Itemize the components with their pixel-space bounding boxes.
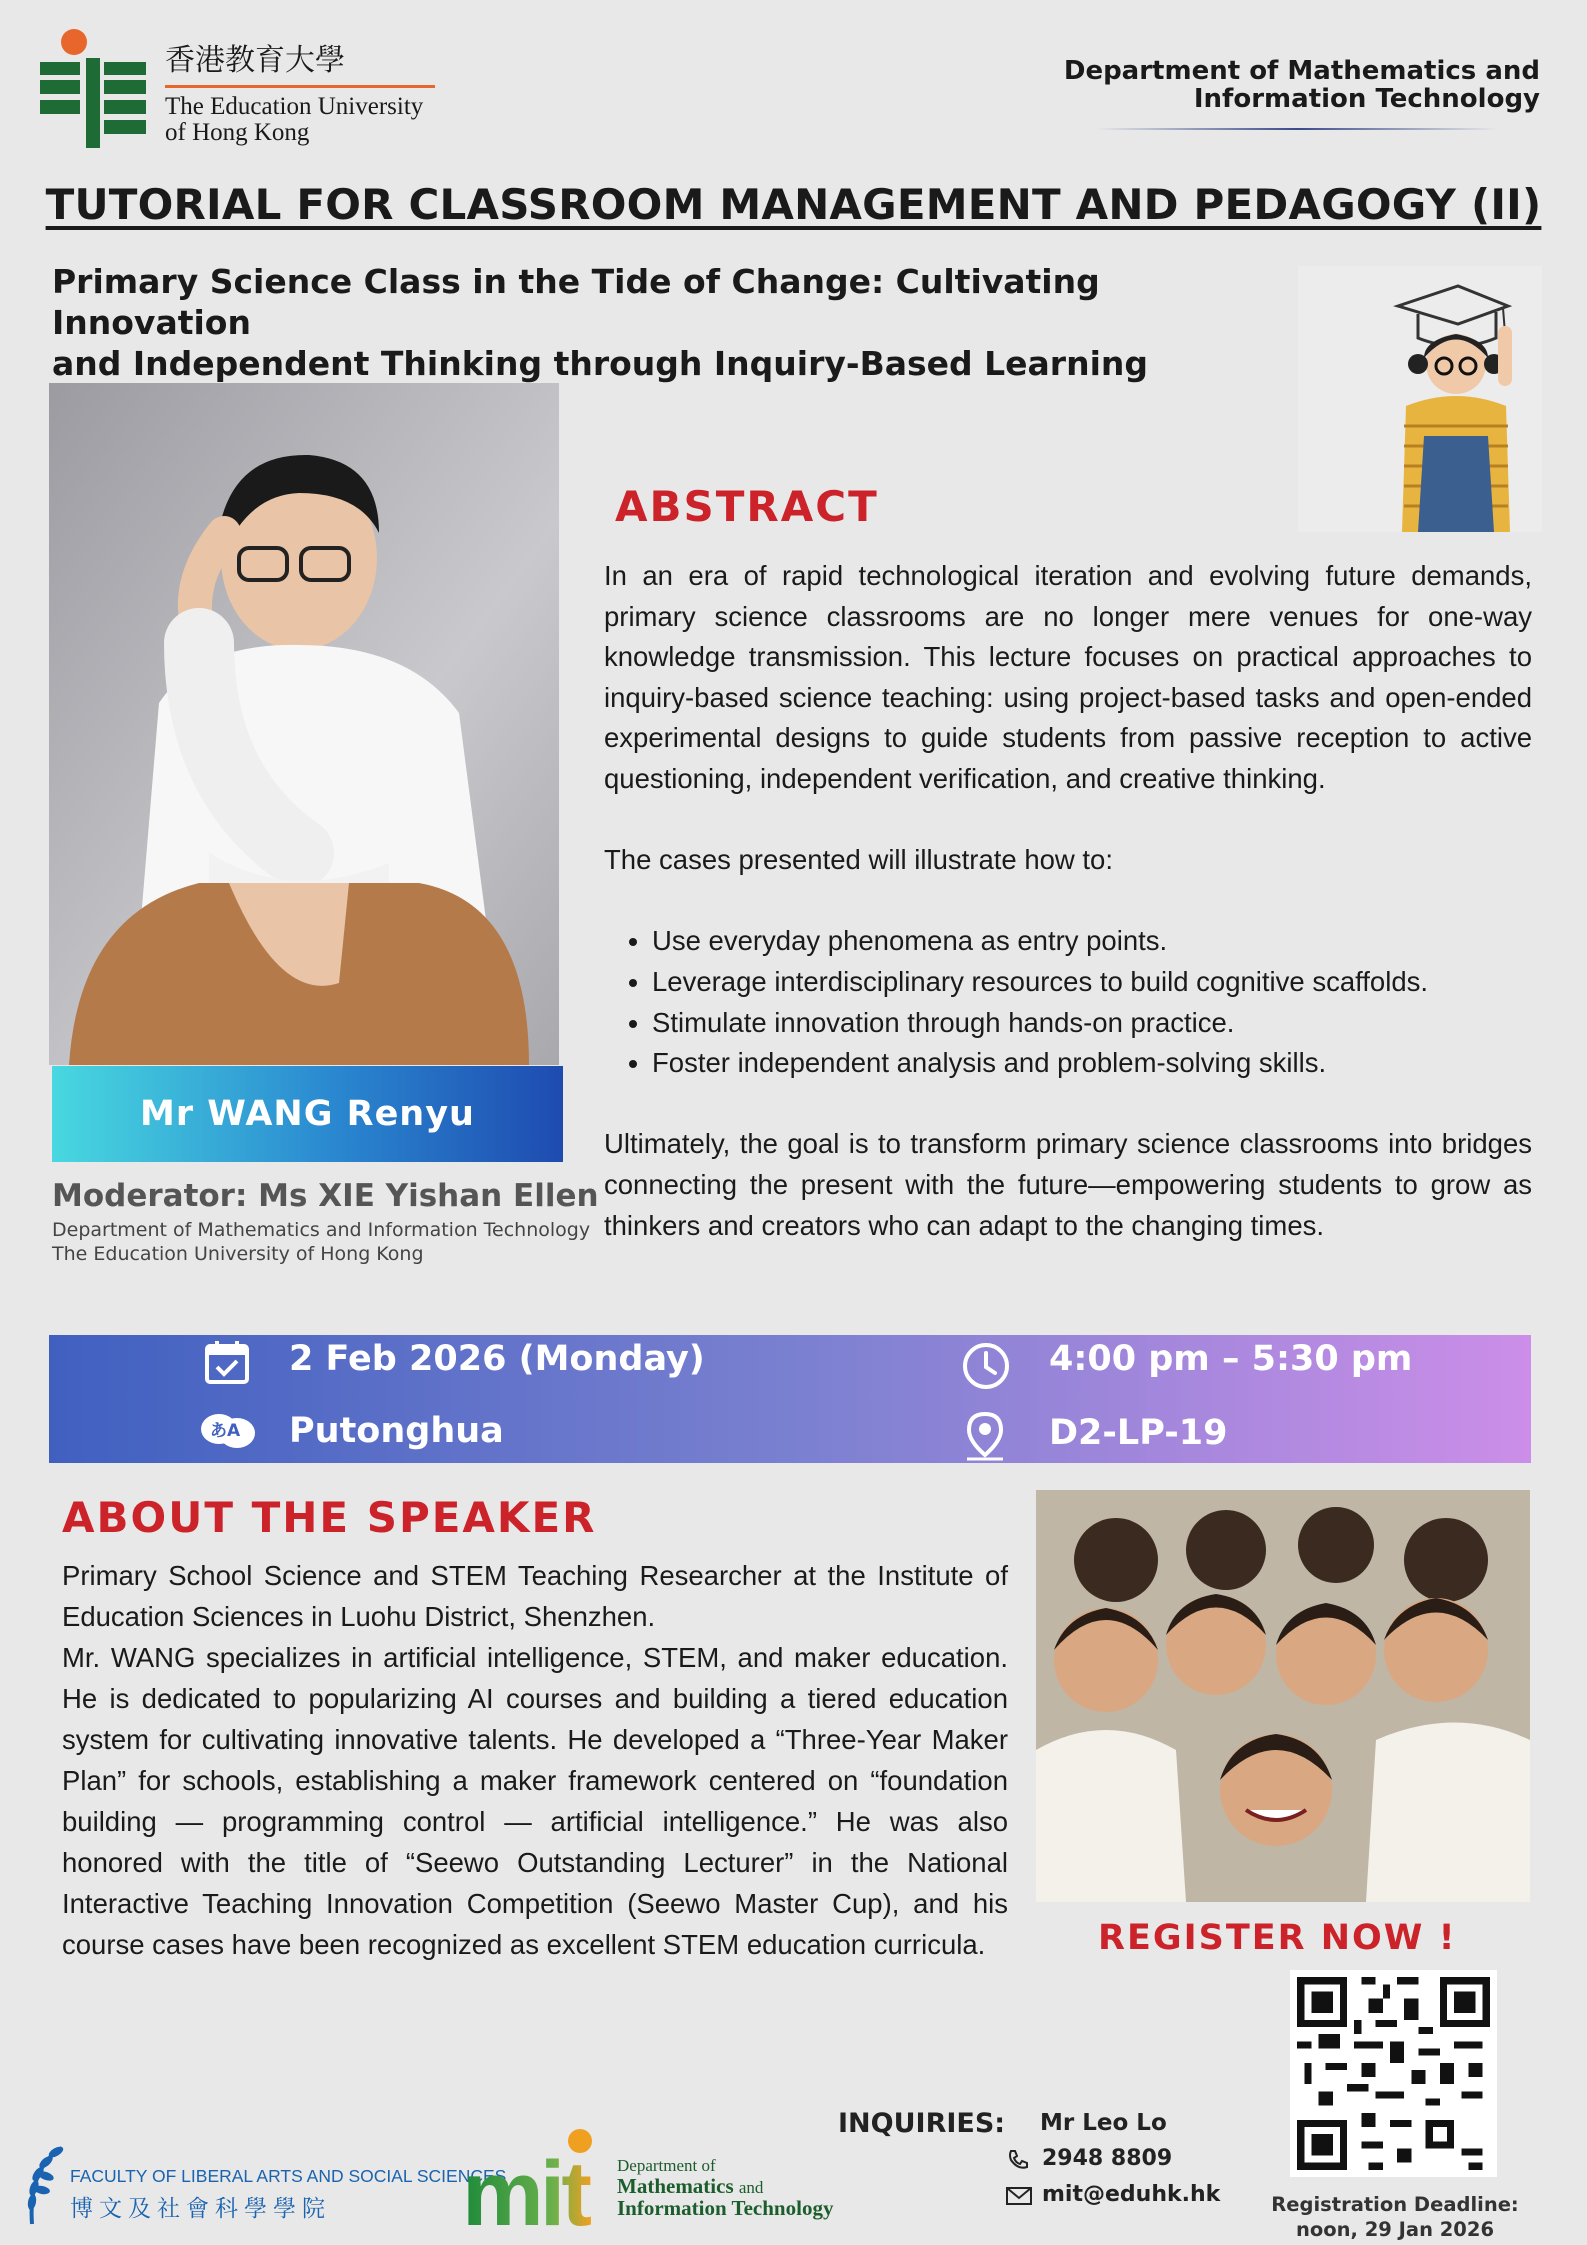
list-item: • Stimulate innovation through hands-on practice. <box>652 1003 1532 1044</box>
department-heading <box>1064 58 1540 113</box>
mit-and: and <box>738 2177 764 2197</box>
abstract-body <box>604 556 1532 1287</box>
deadline-label: Registration Deadline: <box>1271 2193 1519 2216</box>
mit-line3: Information Technology <box>617 2195 834 2220</box>
department-line2: Information Technology <box>1193 83 1540 114</box>
clock-icon <box>961 1341 1011 1391</box>
logo-english-line2: of Hong Kong <box>165 119 310 147</box>
about-paragraph: Primary School Science and STEM Teaching Researcher at the Institute of Education Sciences in Luohu District, Shenzhen. <box>62 1560 1008 1632</box>
department-line1: Department of Mathematics and <box>1063 56 1540 86</box>
event-venue: D2-LP-19 <box>1049 1413 1228 1453</box>
mit-logo-letters: mit <box>462 2143 588 2235</box>
moderator-dept-line1: Department of Mathematics and Information Technology <box>52 1219 591 1241</box>
logo-chinese-name: 香港教育大學 <box>165 43 345 78</box>
children-group-photo <box>1036 1490 1530 1902</box>
language-icon-glyphs: あA <box>210 1421 241 1441</box>
moderator-affiliation <box>52 1218 590 1266</box>
contact-email[interactable]: mit@eduhk.hk <box>1042 2182 1221 2207</box>
faculty-logo <box>22 2138 507 2228</box>
abstract-bullets <box>604 921 1532 1083</box>
speaker-photo <box>49 383 559 1065</box>
event-time: 4:00 pm – 5:30 pm <box>1049 1339 1413 1379</box>
about-paragraph: Mr. WANG specializes in artificial intelligence, STEM, and maker education. He is dedicated to popularizing AI courses and building a tiered education system for cultivating innovative talents. He developed a “Three-Year Maker Plan” for schools, establishing a maker framework centered on “foundation building — programming control — artificial intelligence.” He was also honored with the title of “Seewo Outstanding Lecturer” in the National Interactive Teaching Innovation Competition (Seewo Master Cup), and his course cases have been recognized as excellent STEM education curricula. <box>62 1642 1008 1960</box>
eduhk-logo-mark <box>40 28 150 148</box>
moderator-dept-line2: The Education University of Hong Kong <box>52 1243 424 1266</box>
eduhk-logo-text <box>165 44 435 147</box>
abstract-heading: ABSTRACT <box>615 482 879 531</box>
calendar-icon <box>204 1339 250 1385</box>
mit-department-logo <box>462 2125 842 2235</box>
abstract-conclusion: Ultimately, the goal is to transform primary science classrooms into bridges connecting the present with the future—empowering students to grow as thinkers and creators who can adapt to the changing times. <box>604 1128 1532 1241</box>
faculty-chinese-name: 博文及社會科學學院 <box>70 2196 331 2222</box>
phone-icon <box>1006 2148 1030 2172</box>
mit-logo-mark <box>462 2125 612 2235</box>
moderator-name: Moderator: Ms XIE Yishan Ellen <box>52 1178 599 1214</box>
contact-name: Mr Leo Lo <box>1040 2110 1167 2136</box>
faculty-english-name: FACULTY OF LIBERAL ARTS AND SOCIAL SCIENCES <box>70 2166 507 2186</box>
child-graduate-photo <box>1298 266 1542 532</box>
location-pin-icon <box>965 1411 1005 1461</box>
speaker-name-banner: Mr WANG Renyu <box>52 1066 563 1162</box>
list-item: • Use everyday phenomena as entry points. <box>652 921 1532 962</box>
event-date: 2 Feb 2026 (Monday) <box>289 1339 705 1379</box>
registration-qr-code[interactable] <box>1290 1970 1497 2177</box>
page-title: TUTORIAL FOR CLASSROOM MANAGEMENT AND PEDAGOGY (II) <box>45 180 1542 229</box>
event-language: Putonghua <box>289 1411 504 1451</box>
logo-english-line1: The Education University <box>165 93 424 120</box>
register-now-link[interactable]: REGISTER NOW ! <box>1098 1918 1457 1958</box>
laurel-icon <box>22 2138 70 2226</box>
logo-divider <box>165 85 435 88</box>
subtitle-line2: and Independent Thinking through Inquiry-Based Learning <box>52 343 1148 383</box>
abstract-intro: The cases presented will illustrate how to: <box>604 844 1113 876</box>
about-speaker-heading: ABOUT THE SPEAKER <box>62 1493 597 1542</box>
inquiries-label: INQUIRIES: <box>838 2108 1006 2139</box>
event-info-bar <box>49 1335 1531 1463</box>
language-icon <box>199 1409 257 1453</box>
mit-line1: Department of <box>617 2156 716 2175</box>
subtitle-line1: Primary Science Class in the Tide of Change: Cultivating Innovation <box>52 262 1100 342</box>
contact-phone[interactable]: 2948 8809 <box>1042 2146 1173 2171</box>
mit-line2: Mathematics <box>617 2173 734 2198</box>
registration-deadline <box>1270 2192 1520 2243</box>
deadline-date: noon, 29 Jan 2026 <box>1295 2218 1495 2242</box>
list-item: • Foster independent analysis and problem-solving skills. <box>652 1043 1532 1084</box>
abstract-paragraph: In an era of rapid technological iteration and evolving future demands, primary science classrooms are no longer mere venues for one-way knowledge transmission. This lecture focuses on practical approaches to inquiry-based science teaching: using project-based tasks and open-ended experimental designs to guide students from passive reception to active questioning, independent verification, and creative thinking. <box>604 560 1532 794</box>
mit-department-text <box>617 2157 833 2219</box>
about-speaker-body <box>62 1555 1008 1965</box>
department-underline <box>1097 128 1497 130</box>
talk-subtitle <box>52 262 1272 385</box>
email-icon <box>1006 2186 1032 2206</box>
list-item: • Leverage interdisciplinary resources to build cognitive scaffolds. <box>652 962 1532 1003</box>
